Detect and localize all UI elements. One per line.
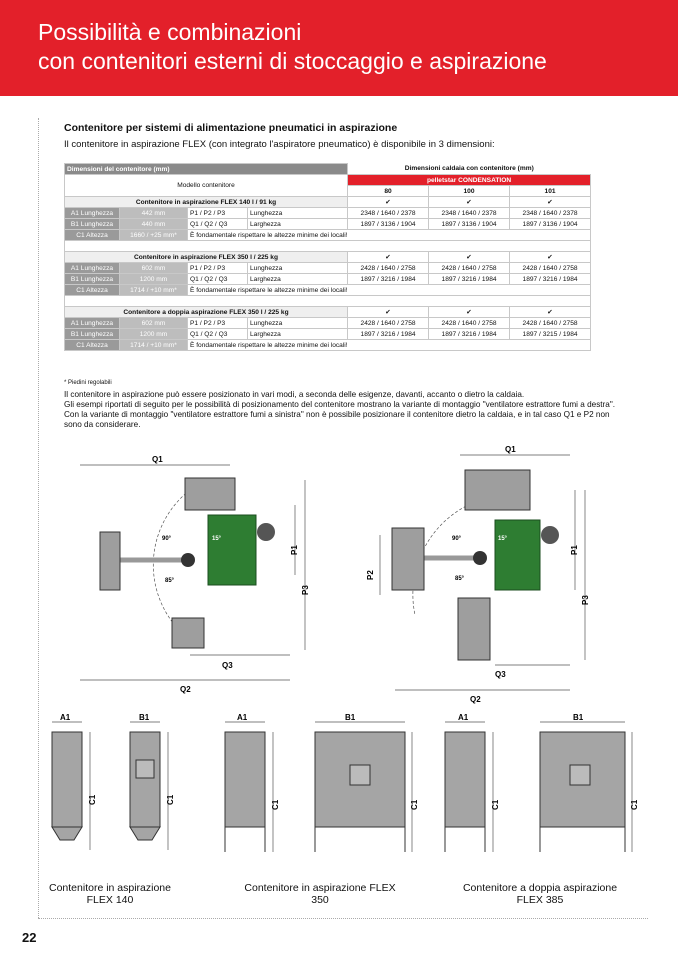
cell-value: 2348 / 1640 / 2378 [510,208,591,219]
label-q3-right: Q3 [495,670,506,679]
label-a1: A1 [237,713,248,722]
cell-value: 2428 / 1640 / 2758 [510,263,591,274]
table-row [65,340,591,351]
page-number: 22 [22,930,37,945]
paragraph-line: Il contenitore in aspirazione può essere posizionato in vari modi, a seconda delle esigenze, davanti, accanto o dietro la caldaia. [64,390,525,399]
dim-value: 1660 / +25 mm* [120,230,188,241]
check-mark: ✔ [429,197,510,208]
check-mark: ✔ [510,252,591,263]
placement-diagrams [40,440,640,870]
footnote: * Piedini regolabili [64,380,112,386]
label-b1: B1 [573,713,584,722]
label-q1: Q1 [152,455,163,464]
caption-line: Contenitore a doppia aspirazione [462,882,618,894]
label-c1: C1 [88,794,97,805]
dim-code: P1 / P2 / P3 [188,318,248,329]
paragraph-line: Con la variante di montaggio "ventilatore estrattore fumi a sinistra" non è possibile posizionare il contenitore dietro la caldaia, e in tal caso Q1 e P2 non [64,410,610,419]
dim-label: C1 Altezza [65,230,120,241]
dim-value: 602 mm [120,318,188,329]
height-note: È fondamentale rispettare le altezze minime dei locali! [188,230,591,241]
dotted-border-bottom [38,918,648,919]
check-mark: ✔ [429,307,510,318]
caption-line: Contenitore in aspirazione FLEX [244,882,396,894]
caption-line: 350 [311,894,329,906]
dim-type: Lunghezza [248,263,348,274]
dim-label: A1 Lunghezza [65,208,120,219]
container-side-left [100,532,120,590]
check-mark: ✔ [348,252,429,263]
label-p1-right: P1 [570,545,579,555]
caption-line: FLEX 140 [86,894,134,906]
paragraph-line: sono da considerare. [64,420,141,429]
paragraph-line: Gli esempi riportati di seguito per le possibilità di posizionamento del contenitore mostrano la variante di montaggio "ventilatore estrattore fumi a destra". [64,400,616,409]
section-title: Contenitore per sistemi di alimentazione pneumatici in aspirazione [64,122,398,134]
label-p3: P3 [301,585,310,595]
height-note: È fondamentale rispettare le altezze minime dei locali! [188,340,591,351]
group-title: Contenitore in aspirazione FLEX 350 l / 225 kg [65,252,348,263]
label-c1: C1 [271,799,280,810]
table-row [65,274,591,285]
boiler-left [208,515,256,585]
dim-label: A1 Lunghezza [65,318,120,329]
description-paragraph [64,390,654,430]
cell-value: 1897 / 3216 / 1984 [429,329,510,340]
page-title-line2: con contenitori esterni di stoccaggio e aspirazione [38,48,547,74]
label-q3: Q3 [222,661,233,670]
dim-type: Larghezza [248,219,348,230]
fan-icon [257,523,275,541]
table-row [65,208,591,219]
caption-line: FLEX 385 [516,894,564,906]
label-b1: B1 [345,713,356,722]
label-85: 85° [165,578,175,584]
dim-type: Lunghezza [248,208,348,219]
suction-unit-icon [181,553,195,567]
label-c1: C1 [630,799,639,810]
dim-label: C1 Altezza [65,340,120,351]
dim-code: Q1 / Q2 / Q3 [188,329,248,340]
container-top-left [185,478,235,510]
cell-value: 1897 / 3216 / 1984 [429,274,510,285]
dim-value: 1714 / +10 mm* [120,285,188,296]
height-note: È fondamentale rispettare le altezze minime dei locali! [188,285,591,296]
head-left: Dimensioni del contenitore (mm) [65,164,348,175]
cell-value: 1897 / 3216 / 1984 [348,274,429,285]
label-q2-right: Q2 [470,695,481,704]
col-100: 100 [429,186,510,197]
check-mark: ✔ [429,252,510,263]
label-85-right: 85° [455,576,465,582]
label-a1: A1 [458,713,469,722]
dim-value: 602 mm [120,263,188,274]
caption-flex140 [40,882,180,906]
cell-value: 2348 / 1640 / 2378 [348,208,429,219]
dim-code: Q1 / Q2 / Q3 [188,219,248,230]
cell-value: 2428 / 1640 / 2758 [429,263,510,274]
dim-code: P1 / P2 / P3 [188,263,248,274]
cell-value: 2428 / 1640 / 2758 [510,318,591,329]
label-90: 90° [162,536,172,542]
flex350-side [225,713,280,852]
dim-label: B1 Lunghezza [65,274,120,285]
container-front-right [458,598,490,660]
label-15-right: 15° [498,536,508,542]
col-101: 101 [510,186,591,197]
boiler-name: pelletstar CONDENSATION [348,175,591,186]
label-a1: A1 [60,713,71,722]
flex350-front [315,713,419,852]
fan-icon [541,526,559,544]
check-mark: ✔ [510,197,591,208]
table-row [65,285,591,296]
cell-value: 1897 / 3136 / 1904 [429,219,510,230]
group-title: Contenitore a doppia aspirazione FLEX 350 l / 225 kg [65,307,348,318]
dim-label: A1 Lunghezza [65,263,120,274]
table-header-row [65,164,591,175]
cell-value: 2428 / 1640 / 2758 [348,318,429,329]
flex140-side [52,713,97,850]
dim-label: C1 Altezza [65,285,120,296]
cell-value: 1897 / 3215 / 1984 [510,329,591,340]
dim-value: 440 mm [120,219,188,230]
label-b1: B1 [139,713,150,722]
cell-value: 2348 / 1640 / 2378 [429,208,510,219]
model-label: Modello contenitore [65,175,348,197]
check-mark: ✔ [510,307,591,318]
container-bottom-left [172,618,204,648]
dim-type: Larghezza [248,329,348,340]
cell-value: 1897 / 3216 / 1984 [510,274,591,285]
label-q2: Q2 [180,685,191,694]
caption-flex385 [450,882,630,906]
dotted-border-left [38,118,39,918]
caption-line: Contenitore in aspirazione [49,882,171,894]
dim-value: 1200 mm [120,274,188,285]
dim-code: Q1 / Q2 / Q3 [188,274,248,285]
table-row [65,263,591,274]
dim-label: B1 Lunghezza [65,219,120,230]
caption-flex350 [230,882,410,906]
table-row [65,230,591,241]
col-80: 80 [348,186,429,197]
intro-text: Il contenitore in aspirazione FLEX (con integrato l'aspiratore pneumatico) è disponibile in 3 dimensioni: [64,139,495,150]
cell-value: 1897 / 3136 / 1904 [348,219,429,230]
dim-label: B1 Lunghezza [65,329,120,340]
flex140-front [130,713,175,850]
label-p3-right: P3 [581,595,590,605]
dim-code: P1 / P2 / P3 [188,208,248,219]
label-c1: C1 [491,799,500,810]
dim-type: Larghezza [248,274,348,285]
dim-type: Lunghezza [248,318,348,329]
header-banner [0,0,678,96]
container-back-right [465,470,530,510]
cell-value: 1897 / 3136 / 1904 [510,219,591,230]
dim-value: 442 mm [120,208,188,219]
cell-value: 1897 / 3216 / 1984 [348,329,429,340]
spec-table [64,163,591,351]
dim-value: 1714 / +10 mm* [120,340,188,351]
table-row [65,329,591,340]
label-90-right: 90° [452,536,462,542]
label-p1: P1 [290,545,299,555]
cell-value: 2428 / 1640 / 2758 [429,318,510,329]
flex385-front [540,713,639,852]
cell-value: 2428 / 1640 / 2758 [348,263,429,274]
container-side-right [392,528,424,590]
flex385-side [445,713,500,852]
label-15: 15° [212,536,222,542]
dim-value: 1200 mm [120,329,188,340]
group-title: Contenitore in aspirazione FLEX 140 l / 91 kg [65,197,348,208]
boiler-right [495,520,540,590]
page-title-line1: Possibilità e combinazioni [38,19,302,45]
suction-unit-icon [473,551,487,565]
table-row [65,318,591,329]
head-right: Dimensioni caldaia con contenitore (mm) [404,165,534,173]
label-c1: C1 [166,794,175,805]
check-mark: ✔ [348,307,429,318]
label-p2-right: P2 [366,570,375,580]
label-q1-right: Q1 [505,445,516,454]
label-c1: C1 [410,799,419,810]
table-row [65,219,591,230]
check-mark: ✔ [348,197,429,208]
